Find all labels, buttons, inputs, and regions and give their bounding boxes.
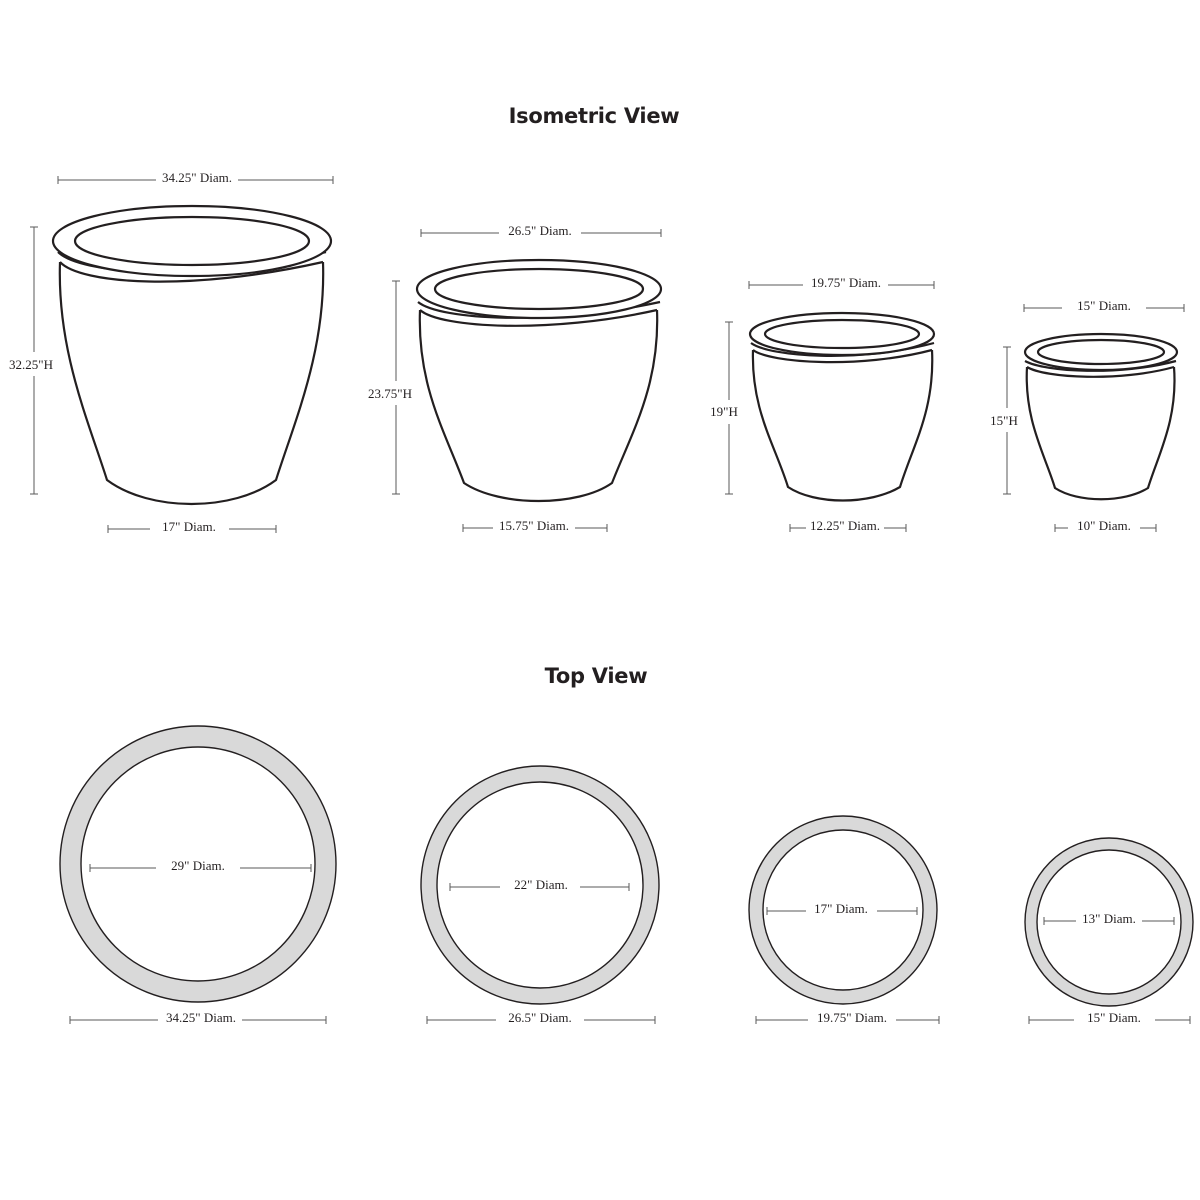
height-label: 23.75"H: [368, 386, 412, 401]
top-view-ring-1: [60, 726, 336, 1025]
base-diameter-dimension: [108, 519, 276, 534]
base-diameter-label: 10" Diam.: [1077, 518, 1131, 533]
base-diameter-label: 12.25" Diam.: [810, 518, 880, 533]
height-dimension: [9, 227, 53, 494]
inner-diameter-label: 22" Diam.: [514, 877, 568, 892]
outer-diameter-label: 19.75" Diam.: [817, 1010, 887, 1025]
isometric-pot-4: [990, 298, 1184, 533]
base-diameter-dimension: [463, 518, 607, 533]
height-label: 15"H: [990, 413, 1018, 428]
height-label: 32.25"H: [9, 357, 53, 372]
outer-diameter-label: 15" Diam.: [1087, 1010, 1141, 1025]
base-diameter-dimension: [1055, 518, 1156, 533]
isometric-pot-3: [710, 275, 934, 533]
top-diameter-dimension: [421, 223, 661, 238]
top-diameter-label: 19.75" Diam.: [811, 275, 881, 290]
top-diameter-label: 26.5" Diam.: [508, 223, 572, 238]
height-dimension: [710, 322, 738, 494]
base-diameter-label: 17" Diam.: [162, 519, 216, 534]
isometric-view-heading: Isometric View: [508, 104, 680, 128]
isometric-pot-1: [9, 170, 333, 534]
isometric-pot-2: [368, 223, 661, 533]
top-view-ring-3: [749, 816, 939, 1025]
inner-diameter-label: 17" Diam.: [814, 901, 868, 916]
top-diameter-label: 34.25" Diam.: [162, 170, 232, 185]
outer-diameter-label: 34.25" Diam.: [166, 1010, 236, 1025]
base-diameter-label: 15.75" Diam.: [499, 518, 569, 533]
top-diameter-dimension: [749, 275, 934, 290]
pot-outline: [750, 313, 934, 501]
inner-diameter-label: 29" Diam.: [171, 858, 225, 873]
top-view-ring-4: [1025, 838, 1193, 1025]
top-diameter-dimension: [1024, 298, 1184, 313]
inner-diameter-label: 13" Diam.: [1082, 911, 1136, 926]
top-diameter-label: 15" Diam.: [1077, 298, 1131, 313]
pot-outline: [417, 260, 661, 501]
base-diameter-dimension: [790, 518, 906, 533]
pot-outline: [1025, 334, 1177, 499]
height-dimension: [990, 347, 1018, 494]
height-dimension: [368, 281, 412, 494]
top-diameter-dimension: [58, 170, 333, 185]
outer-diameter-label: 26.5" Diam.: [508, 1010, 572, 1025]
top-view-heading: Top View: [544, 664, 648, 688]
pot-outline: [53, 206, 331, 504]
top-view-ring-2: [421, 766, 659, 1025]
height-label: 19"H: [710, 404, 738, 419]
